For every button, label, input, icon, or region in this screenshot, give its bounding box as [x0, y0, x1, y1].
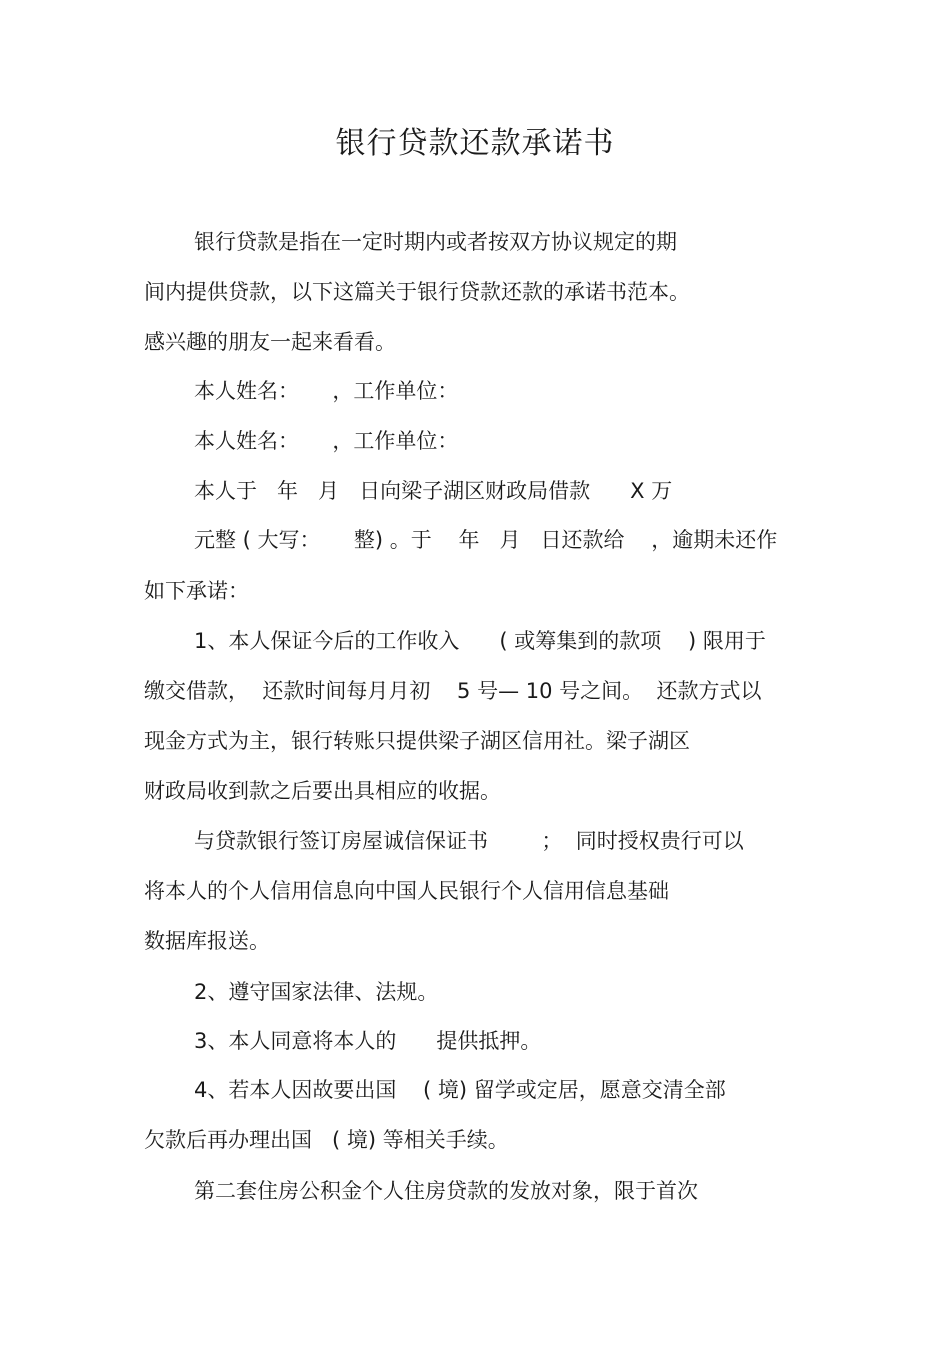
paragraph-line: 元整 ( 大写： 整) 。于 年 月 日还款给 ，逾期未还作 [194, 528, 778, 552]
paragraph-line: 本人于 年 月 日向梁子湖区财政局借款 X 万 [194, 479, 673, 503]
paragraph-line: 将本人的个人信用信息向中国人民银行个人信用信息基础 [144, 879, 669, 903]
paragraph-line: 财政局收到款之后要出具相应的收据。 [144, 779, 501, 803]
paragraph-line: 欠款后再办理出国 ( 境) 等相关手续。 [144, 1128, 509, 1152]
paragraph-line: 现金方式为主，银行转账只提供梁子湖区信用社。梁子湖区 [144, 729, 690, 753]
paragraph-line: 2、遵守国家法律、法规。 [194, 980, 439, 1004]
paragraph-line: 银行贷款是指在一定时期内或者按双方协议规定的期 [194, 230, 677, 254]
paragraph-line: 感兴趣的朋友一起来看看。 [144, 330, 396, 354]
paragraph-line: 第二套住房公积金个人住房贷款的发放对象，限于首次 [194, 1179, 698, 1203]
paragraph-line: 间内提供贷款，以下这篇关于银行贷款还款的承诺书范本。 [144, 280, 690, 304]
paragraph-line: 4、若本人因故要出国 ( 境) 留学或定居，愿意交清全部 [194, 1078, 726, 1102]
paragraph-line: 本人姓名： ，工作单位： [194, 429, 459, 453]
paragraph-line: 数据库报送。 [144, 929, 270, 953]
document-title: 银行贷款还款承诺书 [335, 126, 615, 161]
paragraph-line: 本人姓名： ，工作单位： [194, 379, 459, 403]
paragraph-line: 如下承诺： [144, 579, 249, 603]
paragraph-line: 3、本人同意将本人的 提供抵押。 [194, 1029, 542, 1053]
paragraph-line: 缴交借款， 还款时间每月月初 5 号— 10 号之间。 还款方式以 [144, 679, 762, 703]
paragraph-line: 1、本人保证今后的工作收入 ( 或筹集到的款项 ) 限用于 [194, 629, 766, 653]
paragraph-line: 与贷款银行签订房屋诚信保证书 ； 同时授权贵行可以 [194, 829, 744, 853]
